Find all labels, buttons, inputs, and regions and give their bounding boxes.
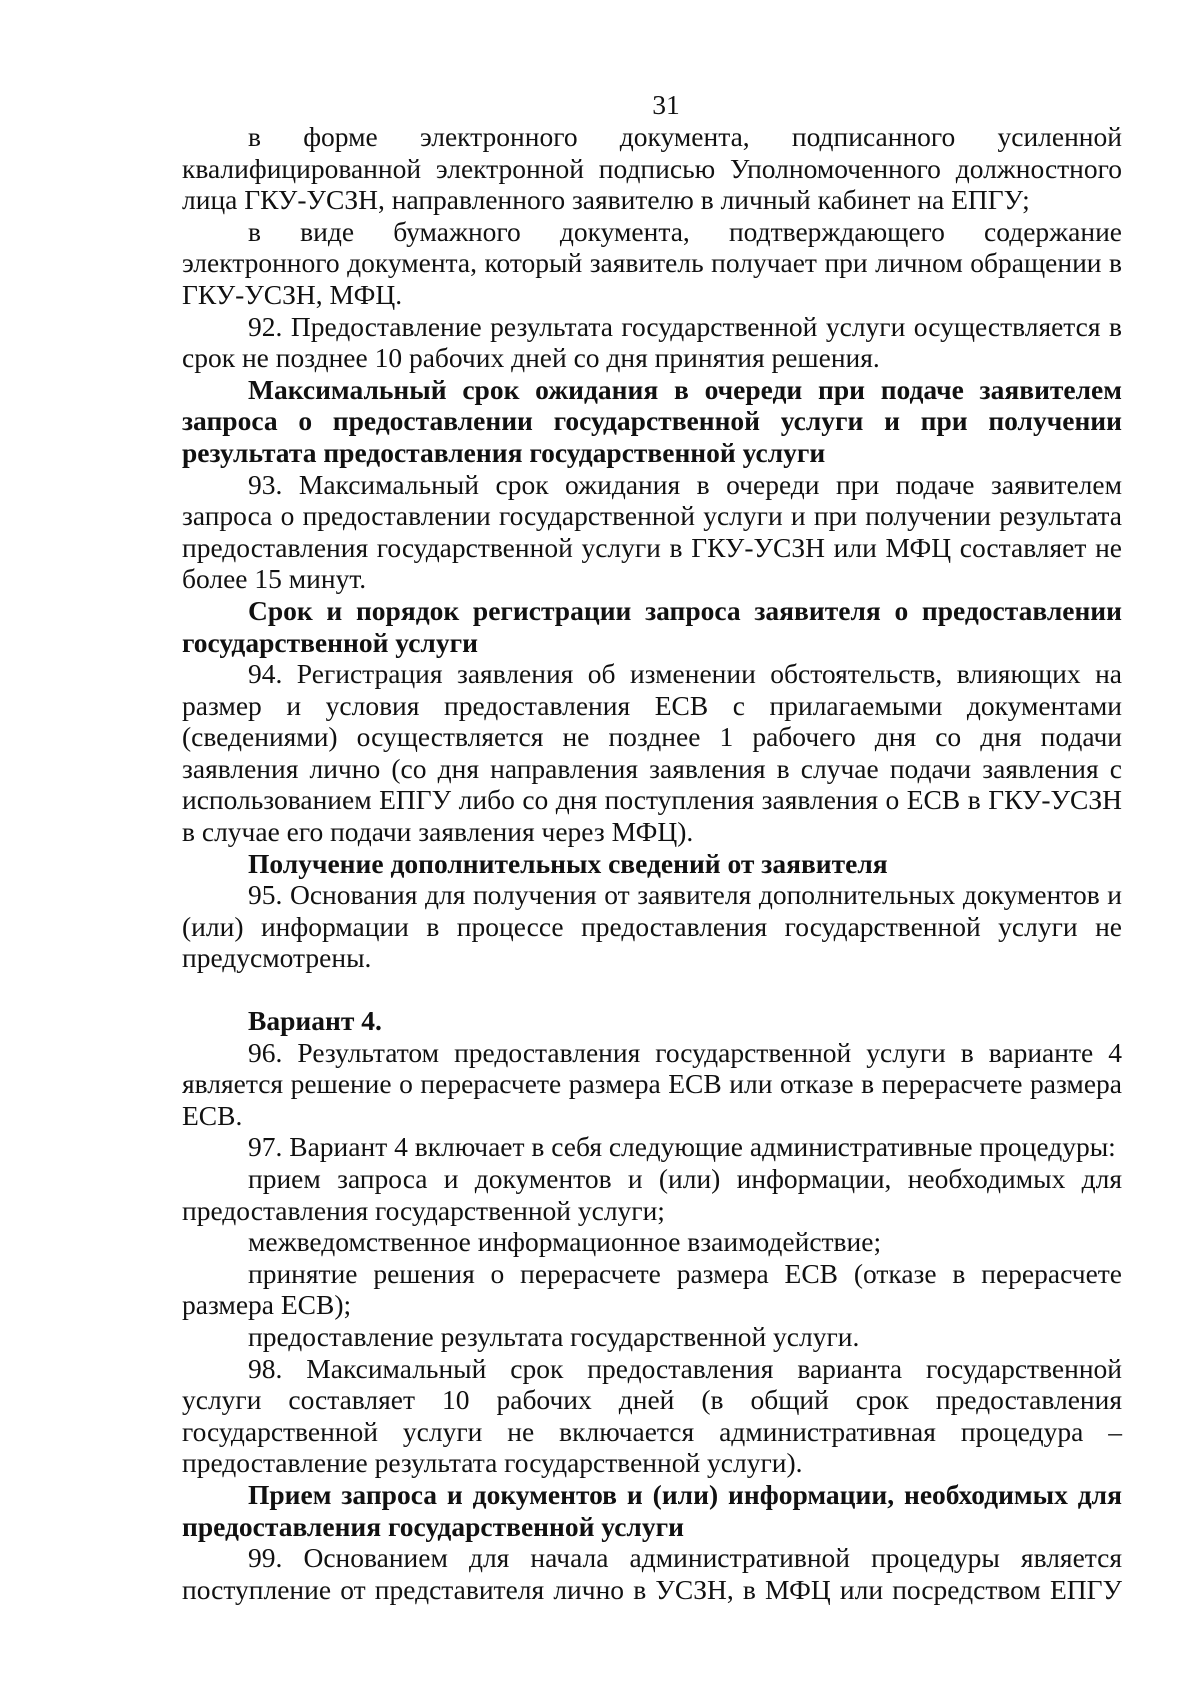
- paragraph-result-paper: в виде бумажного документа, подтверждающего содержание электронного документа, который заявитель получает при личном обращении в ГКУ-УСЗН, МФЦ.: [182, 215, 1122, 310]
- paragraph-92: 92. Предоставление результата государственной услуги осуществляется в срок не позднее 10 рабочих дней со дня принятия решения.: [182, 310, 1122, 374]
- heading-registration-term: Срок и порядок регистрации запроса заявителя о предоставлении государственной услуги: [182, 594, 1122, 658]
- procedure-item-2: межведомственное информационное взаимодействие;: [248, 1226, 882, 1258]
- procedure-item-3: принятие решения о перерасчете размера ЕСВ (отказе в перерасчете размера ЕСВ);: [182, 1257, 1122, 1321]
- paragraph-94: 94. Регистрация заявления об изменении обстоятельств, влияющих на размер и условия предоставления ЕСВ с прилагаемыми документами (сведениями) осуществляется не позднее 1 рабочего дня со дня подачи заявления лично (со дня направления заявления в случае подачи заявления с использованием ЕПГУ либо со дня поступления заявления о ЕСВ в ГКУ-УСЗН в случае его подачи заявления через МФЦ).: [182, 658, 1122, 848]
- blank-line: [182, 974, 1122, 1005]
- procedure-item-4: предоставление результата государственной услуги.: [248, 1320, 860, 1352]
- heading-max-waiting-time: Максимальный срок ожидания в очереди при подаче заявителем запроса о предоставлении государственной услуги и при получении результата предоставления государственной услуги: [182, 373, 1122, 468]
- paragraph-99: 99. Основанием для начала административной процедуры является поступление от представителя лично в УСЗН, в МФЦ или посредством ЕПГУ: [182, 1542, 1122, 1605]
- paragraph-96: 96. Результатом предоставления государственной услуги в варианте 4 является решение о перерасчете размера ЕСВ или отказе в перерасчете размера ЕСВ.: [182, 1036, 1122, 1131]
- paragraph-98: 98. Максимальный срок предоставления варианта государственной услуги составляет 10 рабочих дней (в общий срок предоставления государственной услуги не включается административная процедура – предоставление результата государственной услуги).: [182, 1352, 1122, 1479]
- heading-additional-info: Получение дополнительных сведений от заявителя: [248, 847, 888, 879]
- procedure-item-1: прием запроса и документов и (или) информации, необходимых для предоставления государственной услуги;: [182, 1163, 1122, 1226]
- paragraph-97: 97. Вариант 4 включает в себя следующие административные процедуры:: [248, 1131, 1116, 1163]
- paragraph-result-electronic: в форме электронного документа, подписанного усиленной квалифицированной электронной подписью Уполномоченного должностного лица ГКУ-УСЗН, направленного заявителю в личный кабинет на ЕПГУ;: [182, 121, 1122, 216]
- paragraph-95: 95. Основания для получения от заявителя дополнительных документов и (или) информации в процессе предоставления государственной услуги не предусмотрены.: [182, 879, 1122, 974]
- heading-request-reception: Прием запроса и документов и (или) информации, необходимых для предоставления государственной услуги: [182, 1478, 1122, 1542]
- heading-variant-4: Вариант 4.: [248, 1005, 382, 1037]
- page-number: 31: [652, 89, 680, 120]
- paragraph-93: 93. Максимальный срок ожидания в очереди при подаче заявителем запроса о предоставлении государственной услуги и при получении результата предоставления государственной услуги в ГКУ-УСЗН или МФЦ составляет не более 15 минут.: [182, 468, 1122, 595]
